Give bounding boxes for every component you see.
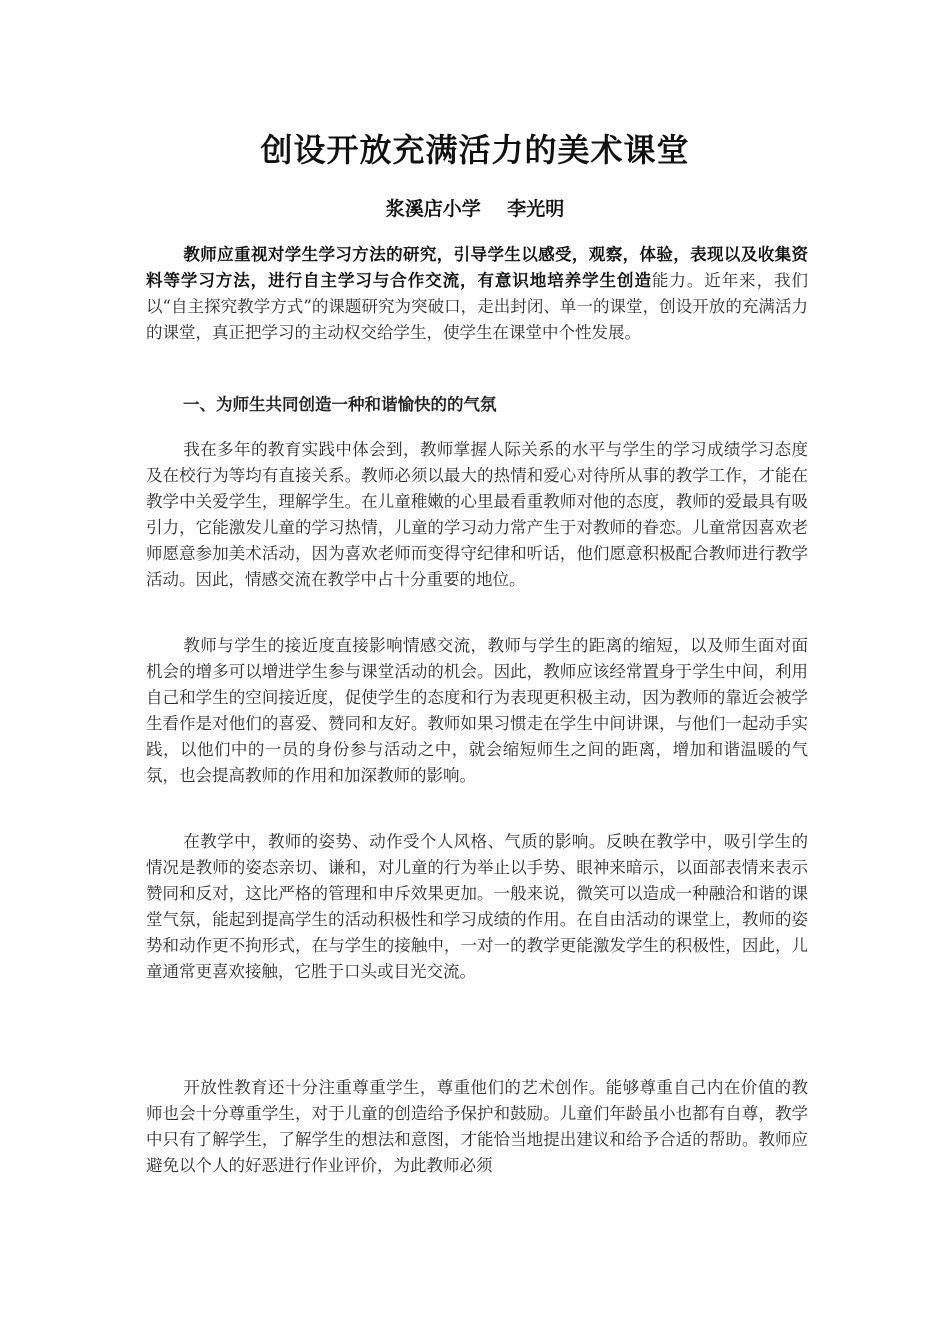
paragraph-text: 在教学中，教师的姿势、动作受个人风格、气质的影响。反映在教学中，吸引学生的情况是教师的姿态亲切、谦和，对儿童的行为举止以手势、眼神来暗示，以面部表情来表示赞同和反对，这比严格的管理和申斥效果更加。一般来说，微笑可以造成一种融洽和谐的课堂气氛，能起到提高学生的活动积极性和学习成绩的作用。在自由活动的课堂上，教师的姿势和动作更不拘形式，在与学生的接触中，一对一的教学更能激发学生的积极性，因此，儿童通常更喜欢接触，它胜于口头或目光交流。 — [146, 832, 808, 981]
abstract-paragraph — [146, 242, 808, 346]
body-paragraph-2 — [146, 633, 808, 789]
body-paragraph-3 — [146, 829, 808, 985]
abstract-normal-text: 能力。近年来，我们以“自主探究教学方式”的课题研究为突破口，走出封闭、单一的课堂，创设开放的充满活力的课堂，真正把学习的主动权交给学生，使学生在课堂中个性发展。 — [146, 271, 809, 342]
document-title: 创设开放充满活力的美术课堂 — [260, 131, 690, 169]
paragraph-text: 教师与学生的接近度直接影响情感交流，教师与学生的距离的缩短，以及师生面对面机会的增多可以增进学生参与课堂活动的机会。因此，教师应该经常置身于学生中间，利用自己和学生的空间接近度，促使学生的态度和行为表现更积极主动，因为教师的靠近会被学生看作是对他们的喜爱、赞同和友好。教师如果习惯走在学生中间讲课，与他们一起动手实践，以他们中的一员的身份参与活动之中，就会缩短师生之间的距离，增加和谐温暖的气氛，也会提高教师的作用和加深教师的影响。 — [146, 636, 808, 785]
abstract-bold-text: 教师应重视对学生学习方法的研究，引导学生以感受，观察，体验，表现以及收集资料等学习方法，进行自主学习与合作交流，有意识地培养学生创造 — [146, 245, 808, 290]
body-paragraph-1 — [146, 437, 808, 593]
section-heading: 一、为师生共同创造一种和谐愉快的的气氛 — [183, 395, 497, 414]
author-line: 浆溪店小学 李光明 — [385, 198, 565, 220]
paragraph-text: 我在多年的教育实践中体会到，教师掌握人际关系的水平与学生的学习成绩学习态度及在校行为等均有直接关系。教师必须以最大的热情和爱心对待所从事的教学工作，才能在教学中关爱学生，理解学生。在儿童稚嫩的心里最看重教师对他的态度，教师的爱最具有吸引力，它能激发儿童的学习热情，儿童的学习动力常产生于对教师的眷恋。儿童常因喜欢老师愿意参加美术活动，因为喜欢老师而变得守纪律和听话，他们愿意积极配合教师进行教学活动。因此，情感交流在教学中占十分重要的地位。 — [146, 440, 808, 589]
paragraph-text: 开放性教育还十分注重尊重学生，尊重他们的艺术创作。能够尊重自己内在价值的教师也会十分尊重学生，对于儿童的创造给予保护和鼓励。儿童们年龄虽小也都有自尊，教学中只有了解学生，了解学生的想法和意图，才能恰当地提出建议和给予合适的帮助。教师应避免以个人的好恶进行作业评价，为此教师必须 — [146, 1078, 808, 1175]
body-paragraph-4 — [146, 1075, 808, 1179]
